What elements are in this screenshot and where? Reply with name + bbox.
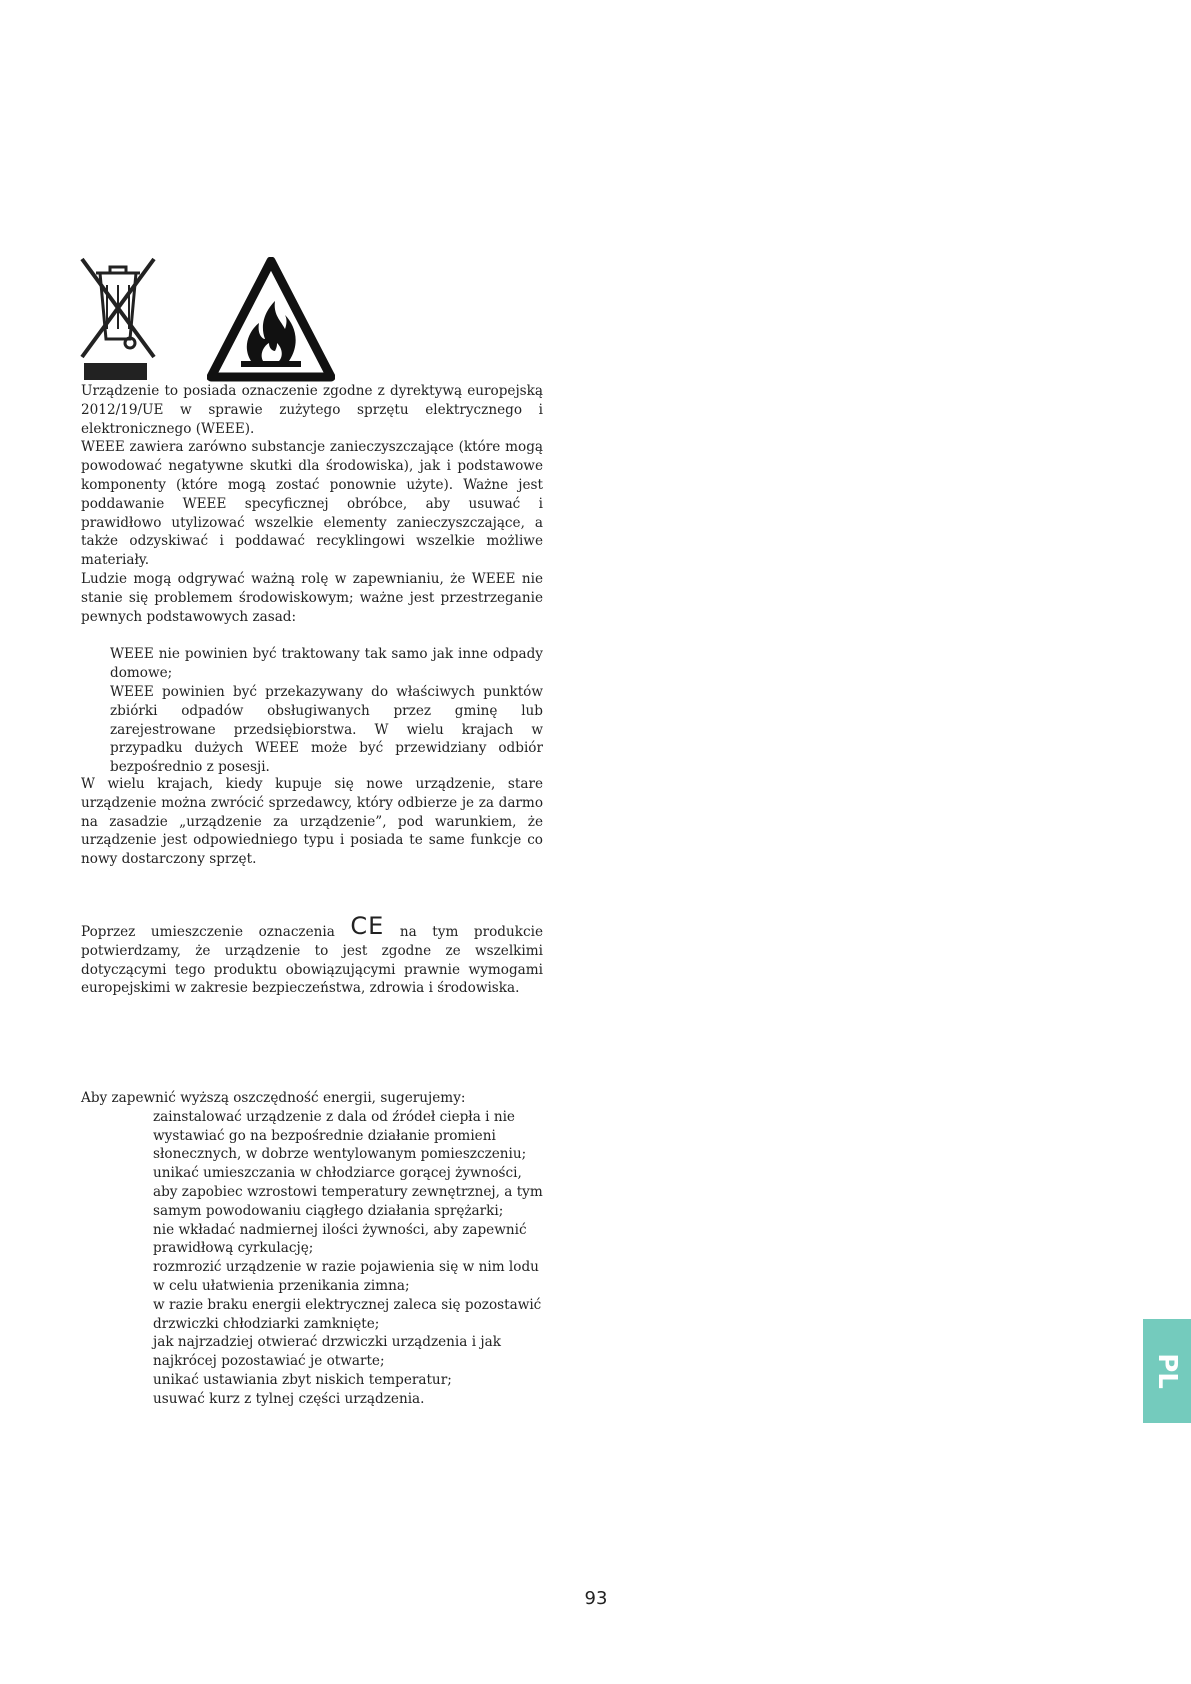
list-item: zainstalować urządzenie z dala od źródeł ciepła i nie wystawiać go na bezpośrednie działanie promieni słonecznych, w dobrze wentylowanym pomieszczeniu;	[153, 1108, 527, 1163]
return-section	[81, 775, 543, 869]
ce-text-before: Poprzez umieszczenie oznaczenia	[81, 924, 335, 940]
list-item: WEEE nie powinien być traktowany tak samo jak inne odpady domowe;	[110, 646, 543, 682]
crossed-bin-icon	[80, 257, 156, 382]
language-tab	[1143, 1319, 1191, 1423]
energy-tips-list	[153, 1108, 543, 1409]
list-item: unikać ustawiania zbyt niskich temperatur;	[153, 1371, 452, 1388]
list-item: unikać umieszczania w chłodziarce gorącej żywności, aby zapobiec wzrostowi temperatury zewnętrznej, a tym samym powodowaniu ciągłego działania sprężarki;	[153, 1165, 543, 1219]
weee-rules-list	[110, 645, 543, 777]
list-item: usuwać kurz z tylnej części urządzenia.	[153, 1390, 425, 1407]
weee-intro: Urządzenie to posiada oznaczenie zgodne z dyrektywą europejską 2012/19/UE w sprawie zużytego sprzętu elektrycznego i elektronicznego (WEEE).	[81, 383, 543, 437]
return-text: W wielu krajach, kiedy kupuje się nowe urządzenie, stare urządzenie można zwrócić sprzedawcy, który odbierze je za darmo na zasadzie „urządzenie za urządzenie”, pod warunkiem, że urządzenie jest odpowiedniego typu i posiada te same funkcje co nowy dostarczony sprzęt.	[81, 776, 543, 868]
weee-role: Ludzie mogą odgrywać ważną rolę w zapewnianiu, że WEEE nie stanie się problemem środowiskowym; ważne jest przestrzeganie pewnych podstawowych zasad:	[81, 570, 543, 625]
list-item: w razie braku energii elektrycznej zaleca się pozostawić drzwiczki chłodziarki zamknięte;	[153, 1296, 542, 1332]
symbols-row	[80, 257, 340, 382]
list-item: jak najrzadziej otwierać drzwiczki urządzenia i jak najkrócej pozostawiać je otwarte;	[153, 1334, 501, 1370]
list-item: WEEE powinien być przekazywany do właściwych punktów zbiórki odpadów obsługiwanych przez gminę lub zarejestrowane przedsiębiorstwa. W wielu krajach w przypadku dużych WEEE może być przewidziany odbiór bezpośrednio z posesji.	[110, 683, 543, 776]
weee-section	[81, 382, 543, 777]
energy-intro: Aby zapewnić wyższą oszczędność energii, sugerujemy:	[81, 1090, 466, 1106]
ce-mark-icon: CE	[350, 912, 385, 940]
list-item: nie wkładać nadmiernej ilości żywności, aby zapewnić prawidłową cyrkulację;	[153, 1221, 527, 1257]
page-number: 93	[584, 1588, 608, 1609]
ce-text-after: na tym produkcie potwierdzamy, że urządzenie to jest zgodne ze wszelkimi dotyczącymi tego produktu obowiązującymi prawnie wymogami europejskimi w zakresie bezpieczeństwa, zdrowia i środowiska.	[81, 924, 543, 997]
flammable-warning-icon	[207, 257, 335, 382]
energy-section	[81, 1089, 543, 1409]
ce-section	[81, 912, 543, 998]
list-item: rozmrozić urządzenie w razie pojawienia się w nim lodu w celu ułatwienia przenikania zimna;	[153, 1259, 539, 1294]
weee-content: WEEE zawiera zarówno substancje zanieczyszczające (które mogą powodować negatywne skutki dla środowiska), jak i podstawowe komponenty (które mogą zostać ponownie użyte). Ważne jest poddawanie WEEE specyficznej obróbce, aby usuwać i prawidłowo utylizować wszelkie elementy zanieczyszczające, a także odzyskiwać i poddawać recyklingowi wszelkie możliwe materiały.	[81, 439, 543, 569]
language-tab-label: PL	[1152, 1353, 1182, 1389]
ce-text	[81, 912, 543, 998]
